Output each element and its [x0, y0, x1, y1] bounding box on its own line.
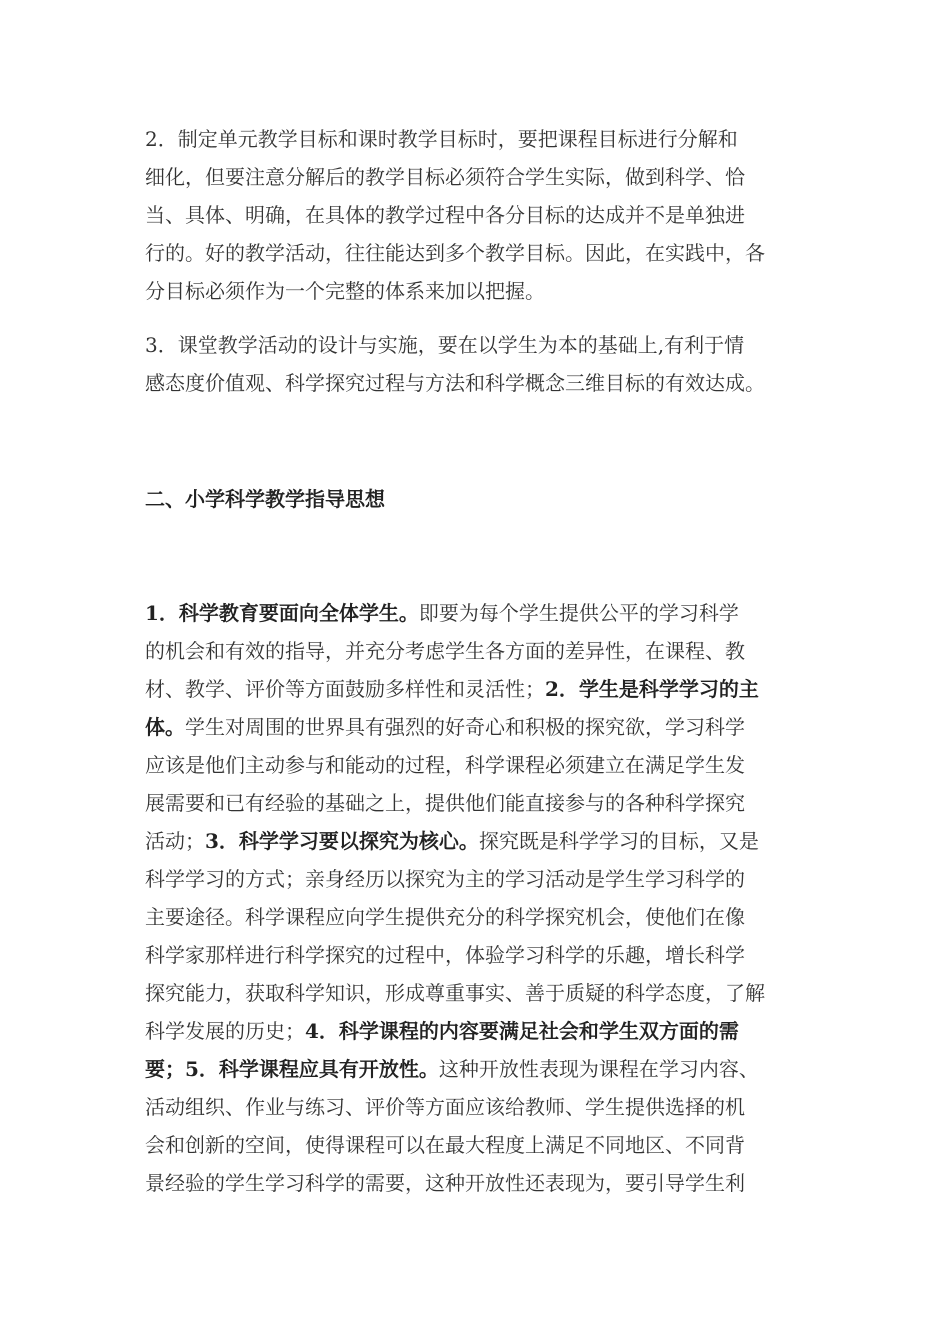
bold-phrase: 4．科学课程的内容要满足社会和学生双方面的需 [305, 1019, 739, 1043]
text-line [145, 708, 810, 746]
text-line [145, 594, 810, 632]
text-line [145, 1050, 810, 1088]
text-run: 科学发展的历史； [145, 1019, 305, 1043]
text-run: 即要为每个学生提供公平的学习科学 [418, 601, 739, 625]
paragraph-item-3 [145, 326, 810, 402]
paragraph-item-2 [145, 120, 810, 310]
text-line: 探究能力，获取科学知识，形成尊重事实、善于质疑的科学态度，了解 [145, 981, 765, 1005]
text-line: 活动组织、作业与练习、评价等方面应该给教师、学生提供选择的机 [145, 1095, 745, 1119]
text-line: 感态度价值观、科学探究过程与方法和科学概念三维目标的有效达成。 [145, 371, 765, 395]
text-run: 活动； [145, 829, 205, 853]
text-line: 分目标必须作为一个完整的体系来加以把握。 [145, 279, 545, 303]
bold-phrase: 体。 [145, 715, 185, 739]
bold-phrase: 1．科学教育要面向全体学生。 [145, 601, 419, 625]
text-line: 科学学习的方式；亲身经历以探究为主的学习活动是学生学习科学的 [145, 867, 745, 891]
text-line: 3．课堂教学活动的设计与实施，要在以学生为本的基础上,有利于情 [145, 333, 745, 357]
text-line: 主要途径。科学课程应向学生提供充分的科学探究机会，使他们在像 [145, 905, 745, 929]
text-line [145, 822, 810, 860]
text-run: 材、教学、评价等方面鼓励多样性和灵活性； [145, 677, 545, 701]
bold-phrase: 3．科学学习要以探究为核心。 [205, 829, 479, 853]
text-line: 的机会和有效的指导，并充分考虑学生各方面的差异性，在课程、教 [145, 639, 745, 663]
text-run: 学生对周围的世界具有强烈的好奇心和积极的探究欲，学习科学 [185, 715, 745, 739]
text-line: 景经验的学生学习科学的需要，这种开放性还表现为，要引导学生利 [145, 1171, 745, 1195]
text-line: 行的。好的教学活动，往往能达到多个教学目标。因此，在实践中，各 [145, 241, 765, 265]
text-line [145, 670, 810, 708]
text-line: 细化，但要注意分解后的教学目标必须符合学生实际，做到科学、恰 [145, 165, 745, 189]
bold-phrase: 要；5．科学课程应具有开放性。 [145, 1057, 439, 1081]
text-line: 2．制定单元教学目标和课时教学目标时，要把课程目标进行分解和 [145, 127, 738, 151]
text-run: 探究既是科学学习的目标，又是 [478, 829, 759, 853]
section-heading: 二、小学科学教学指导思想 [145, 487, 385, 511]
paragraph-guiding-principles [145, 594, 810, 1202]
text-line: 应该是他们主动参与和能动的过程，科学课程必须建立在满足学生发 [145, 753, 745, 777]
text-line: 当、具体、明确，在具体的教学过程中各分目标的达成并不是单独进 [145, 203, 745, 227]
text-run: 这种开放性表现为课程在学习内容、 [438, 1057, 759, 1081]
text-line: 科学家那样进行科学探究的过程中，体验学习科学的乐趣，增长科学 [145, 943, 745, 967]
text-line [145, 1012, 810, 1050]
bold-phrase: 2．学生是科学学习的主 [545, 677, 759, 701]
text-line: 展需要和已有经验的基础之上，提供他们能直接参与的各种科学探究 [145, 791, 745, 815]
text-line: 会和创新的空间，使得课程可以在最大程度上满足不同地区、不同背 [145, 1133, 745, 1157]
